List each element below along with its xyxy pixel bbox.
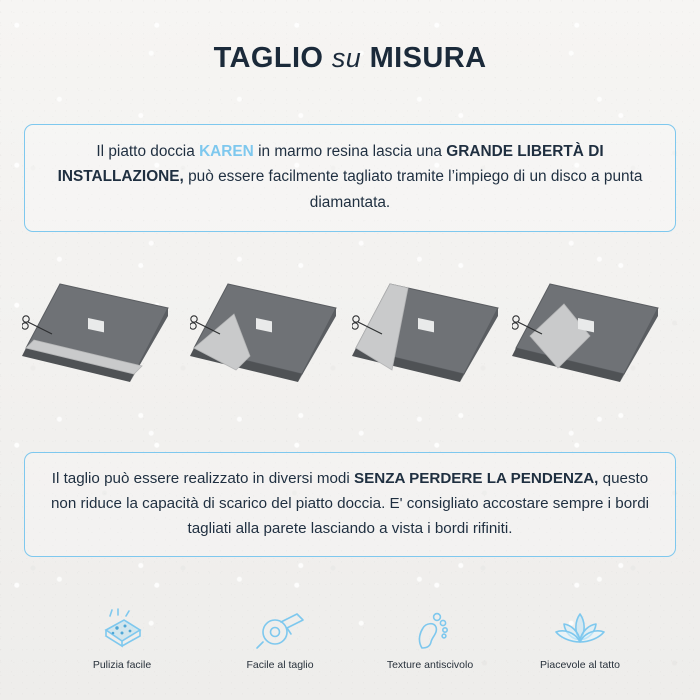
tray-cut-front-edge — [22, 278, 172, 398]
footprint-icon — [350, 604, 510, 652]
feature-label: Piacevole al tatto — [540, 659, 620, 671]
cutting-disc-icon — [200, 604, 360, 652]
callout-bottom-bold-1: SENZA PERDERE LA PENDENZA, — [353, 470, 599, 487]
feature-label: Facile al taglio — [246, 659, 314, 671]
brand-name: KAREN — [199, 143, 254, 160]
callout-bottom-text-1: Il taglio può essere realizzato in diversi modi — [51, 470, 354, 487]
title-part-2: su — [331, 43, 362, 73]
callout-top-bold-1: GRANDE LIBERTÀ DI INSTALLAZIONE, — [57, 143, 604, 186]
tray-cut-diagonal — [352, 278, 502, 398]
feature-row — [0, 604, 700, 694]
callout-bottom-text-2: questo non riduce la capacità di scarico del piatto doccia. E' consigliato accostare sempre i bordi tagliati alla parete lasciando a vista i bordi rifiniti. — [50, 470, 650, 538]
sponge-icon — [42, 604, 202, 652]
callout-top — [24, 124, 676, 232]
feature-texture-antiscivolo — [350, 604, 510, 671]
callout-bottom — [24, 452, 676, 557]
tray-cut-corner-left — [190, 278, 340, 398]
feature-piacevole-al-tatto — [500, 604, 660, 671]
callout-top-text-2: in marmo resina lascia una — [253, 143, 447, 160]
callout-top-text-1: Il piatto doccia — [96, 143, 200, 160]
feature-label: Texture antiscivolo — [386, 659, 474, 671]
lotus-icon — [500, 604, 660, 652]
title-part-3: MISURA — [369, 42, 487, 74]
title-part-1: TAGLIO — [213, 42, 324, 74]
page-title — [0, 42, 700, 75]
tray-illustrations — [0, 270, 700, 440]
tray-cut-inner-square — [512, 278, 662, 398]
feature-facile-al-taglio — [200, 604, 360, 671]
callout-top-text-3: può essere facilmente tagliato tramite l’impiego di un disco a punta diamantata. — [183, 168, 643, 211]
feature-pulizia-facile — [42, 604, 202, 671]
feature-label: Pulizia facile — [92, 659, 152, 671]
